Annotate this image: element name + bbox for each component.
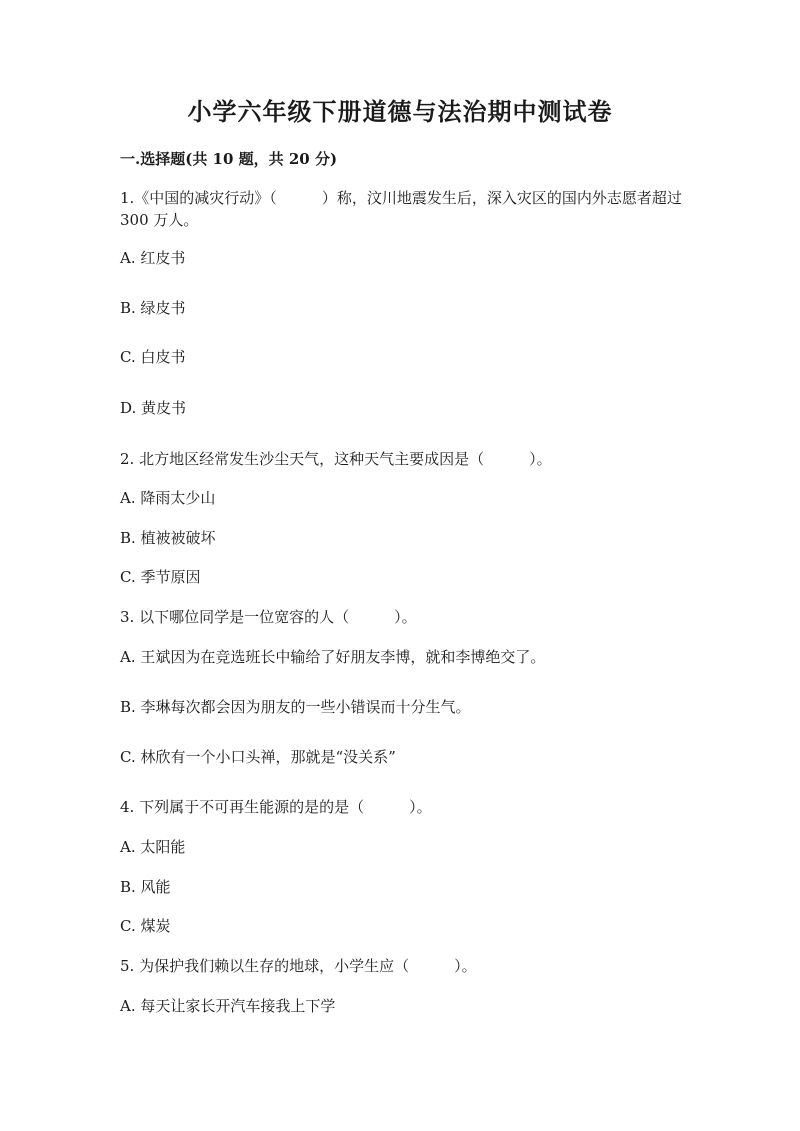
question-1-stem: 1.《中国的减灾行动》（ ）称，汶川地震发生后，深入灾区的国内外志愿者超过 300 万人。 [120, 189, 682, 229]
section-heading: 一.选择题(共 10 题，共 20 分) [120, 150, 338, 168]
question-4-option-b: B. 风能 [120, 878, 171, 896]
question-4-option-a: A. 太阳能 [120, 838, 186, 856]
question-2-option-b: B. 植被被破坏 [120, 529, 216, 547]
question-1-option-c: C. 白皮书 [120, 348, 186, 366]
question-4-stem: 4. 下列属于不可再生能源的是的是（ ）。 [120, 798, 432, 816]
question-3-stem: 3. 以下哪位同学是一位宽容的人（ ）。 [120, 608, 417, 626]
question-2-option-c: C. 季节原因 [120, 568, 201, 586]
question-1-option-a: A. 红皮书 [120, 249, 186, 267]
question-4-option-c: C. 煤炭 [120, 917, 171, 935]
question-2-stem: 2. 北方地区经常发生沙尘天气，这种天气主要成因是（ ）。 [120, 450, 552, 468]
question-3-option-c: C. 林欣有一个小口头禅，那就是“没关系” [120, 748, 396, 766]
page-title: 小学六年级下册道德与法治期中测试卷 [187, 97, 613, 126]
question-1-option-d: D. 黄皮书 [120, 399, 187, 417]
question-5-stem: 5. 为保护我们赖以生存的地球，小学生应（ ）。 [120, 957, 477, 975]
question-1-option-b: B. 绿皮书 [120, 299, 186, 317]
question-3-option-a: A. 王斌因为在竞选班长中输给了好朋友李博，就和李博绝交了。 [120, 648, 546, 666]
question-5-option-a: A. 每天让家长开汽车接我上下学 [120, 997, 336, 1015]
question-3-option-b: B. 李琳每次都会因为朋友的一些小错误而十分生气。 [120, 698, 471, 716]
question-2-option-a: A. 降雨太少山 [120, 489, 216, 507]
